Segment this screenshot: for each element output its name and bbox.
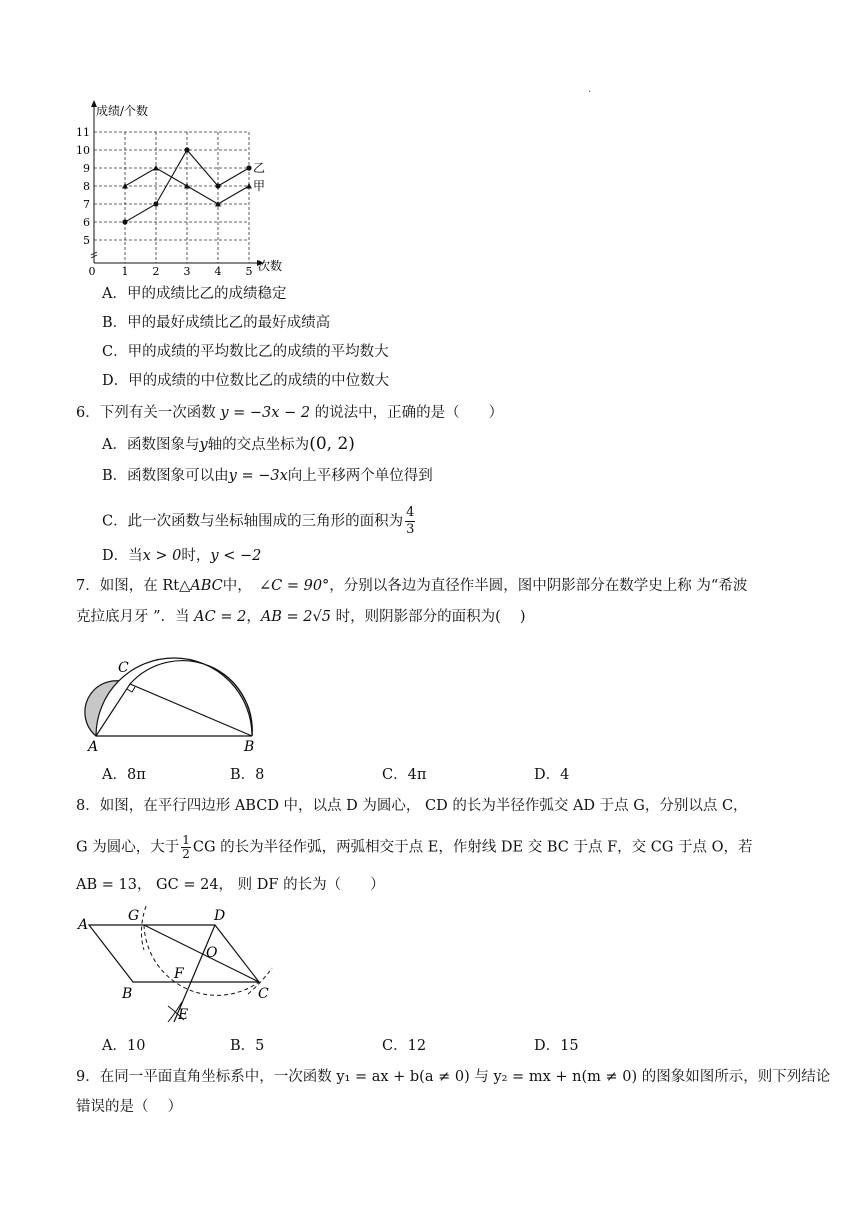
page-mark: . bbox=[588, 84, 592, 95]
fraction-denominator: 2 bbox=[182, 847, 190, 861]
q6-option-d-text-2: 时， bbox=[181, 548, 211, 564]
label-a: A bbox=[78, 917, 89, 933]
y-tick-label: 9 bbox=[83, 162, 90, 175]
q6-option-a-var: y bbox=[199, 437, 208, 453]
q6-option-d-cond: x > 0 bbox=[142, 548, 182, 564]
q6-option-c-text: C．此一次函数与坐标轴围成的三角形的面积为 bbox=[102, 513, 404, 530]
q7-ac: AC = 2 bbox=[194, 609, 247, 625]
q9-stem-line-2: 错误的是（ ） bbox=[76, 1099, 183, 1115]
q8-fraction bbox=[181, 834, 191, 861]
parallelogram-figure bbox=[72, 902, 292, 1030]
label-c: C bbox=[258, 986, 269, 1002]
q5-option-c[interactable]: C．甲的成绩的平均数比乙的成绩的平均数大 bbox=[102, 344, 389, 360]
q7-ab: AB = 2√5 bbox=[260, 609, 331, 625]
point-marker-circle bbox=[153, 201, 158, 206]
label-e: E bbox=[178, 1007, 189, 1023]
q7-triangle: ABC bbox=[190, 578, 223, 594]
chart-grid bbox=[94, 132, 249, 263]
series-label: 甲 bbox=[253, 179, 266, 193]
q8-stem-line-2 bbox=[76, 834, 753, 861]
fraction-numerator: 1 bbox=[182, 833, 190, 847]
hippocrates-lune-figure bbox=[72, 636, 272, 756]
q8-option-b[interactable]: B．5 bbox=[230, 1038, 265, 1054]
q6-stem-formula: y = −3x − 2 bbox=[220, 405, 311, 421]
y-tick-label: 11 bbox=[76, 126, 90, 139]
q7-text-3: ，分别以各边为直径作半圆，图中阴影部分在数学史上称 为“希波 bbox=[329, 578, 748, 594]
q8-option-d[interactable]: D．15 bbox=[534, 1038, 579, 1054]
q6-option-a-text-2: 轴的交点坐标为 bbox=[207, 437, 310, 453]
point-marker-circle bbox=[122, 219, 127, 224]
q8-option-a[interactable]: A．10 bbox=[102, 1038, 146, 1054]
q7-option-a[interactable]: A．8π bbox=[102, 767, 146, 783]
q6-option-c-fraction bbox=[405, 505, 415, 538]
q7-option-b[interactable]: B．8 bbox=[230, 767, 265, 783]
q8-text: G 为圆心，大于 bbox=[76, 839, 180, 856]
q8-text-2: CG 的长为半径作弧，两弧相交于点 E，作射线 DE 交 BC 于点 F，交 CG 于点 O，若 bbox=[192, 839, 753, 856]
q6-option-b-text-2: 向上平移两个单位得到 bbox=[287, 468, 433, 484]
q6-option-d-text: D．当 bbox=[102, 548, 143, 564]
q7-text: 7．如图，在 Rt△ bbox=[76, 578, 191, 594]
segment-gc bbox=[144, 925, 259, 982]
q5-option-d[interactable]: D．甲的成绩的中位数比乙的成绩的中位数大 bbox=[102, 373, 390, 389]
label-b: B bbox=[244, 739, 255, 755]
fraction-denominator: 3 bbox=[406, 522, 415, 537]
q7-angle: ∠C = 90° bbox=[258, 578, 330, 594]
q8-stem-line-3: AB = 13， GC = 24， 则 DF 的长为（ ） bbox=[76, 877, 385, 893]
x-tick-label: 3 bbox=[183, 265, 191, 278]
point-marker-triangle bbox=[122, 183, 128, 189]
label-o: O bbox=[206, 945, 218, 961]
x-tick-label: 1 bbox=[121, 265, 129, 278]
label-f: F bbox=[174, 966, 184, 982]
q6-option-a-text: A．函数图象与 bbox=[102, 437, 200, 453]
q7-text-2: 中， bbox=[222, 578, 259, 594]
q7-stem-line-1 bbox=[76, 576, 747, 596]
q7-text-6: 时，则阴影部分的面积为( ) bbox=[331, 609, 526, 625]
q6-option-d[interactable] bbox=[102, 546, 261, 566]
q6-option-b-text: B．函数图象可以由 bbox=[102, 468, 229, 484]
x-tick-label: 4 bbox=[214, 265, 222, 278]
y-tick-label: 6 bbox=[83, 216, 90, 229]
chart-x-axis-label: 次数 bbox=[258, 259, 283, 273]
chart-axes bbox=[91, 100, 264, 266]
point-marker-circle bbox=[184, 147, 189, 152]
q6-option-a[interactable] bbox=[102, 434, 355, 455]
y-tick-label: 8 bbox=[83, 180, 90, 193]
q6-stem-text: 6．下列有关一次函数 bbox=[76, 405, 216, 421]
q6-option-b[interactable] bbox=[102, 466, 433, 486]
q7-text-4: 克拉底月牙 ”．当 bbox=[76, 609, 195, 625]
q9-stem-line-1: 9．在同一平面直角坐标系中，一次函数 y₁ = ax + b(a ≠ 0) 与 y₂ = mx + n(m ≠ 0) 的图象如图所示，则下列结论 bbox=[76, 1069, 831, 1085]
q6-option-c[interactable] bbox=[102, 505, 417, 538]
y-tick-label: 10 bbox=[76, 144, 90, 157]
label-g: G bbox=[128, 908, 140, 924]
q7-option-c[interactable]: C．4π bbox=[382, 767, 427, 783]
x-tick-label: 5 bbox=[245, 265, 253, 278]
y-tick-label: 7 bbox=[83, 198, 90, 211]
x-tick-label: 2 bbox=[152, 265, 160, 278]
q8-option-c[interactable]: C．12 bbox=[382, 1038, 427, 1054]
label-a: A bbox=[88, 739, 99, 755]
q5-option-a[interactable]: A．甲的成绩比乙的成绩稳定 bbox=[102, 286, 287, 302]
q6-stem-text-2: 的说法中，正确的是（ ） bbox=[314, 405, 504, 421]
y-tick-label: 5 bbox=[83, 234, 90, 247]
q6-option-a-coord: (0, 2) bbox=[309, 434, 355, 454]
q5-option-b[interactable]: B．甲的最好成绩比乙的最好成绩高 bbox=[102, 315, 331, 331]
x-tick-label: 0 bbox=[88, 265, 96, 278]
q6-option-b-formula: y = −3x bbox=[228, 468, 288, 484]
q7-option-d[interactable]: D．4 bbox=[534, 767, 570, 783]
chart-series bbox=[122, 147, 265, 224]
label-b: B bbox=[122, 986, 133, 1002]
q7-text-5: ， bbox=[246, 609, 261, 625]
q6-option-d-result: y < −2 bbox=[210, 548, 262, 564]
chart-y-axis-label: 成绩/个数 bbox=[96, 104, 149, 118]
point-marker-triangle bbox=[153, 165, 159, 171]
label-d: D bbox=[214, 908, 226, 924]
q7-stem-line-2 bbox=[76, 607, 526, 627]
q8-stem-line-1: 8．如图，在平行四边形 ABCD 中，以点 D 为圆心， CD 的长为半径作弧交 AD 于点 G，分别以点 C， bbox=[76, 798, 748, 814]
q6-stem bbox=[76, 403, 503, 423]
chart-ticks bbox=[76, 126, 253, 278]
point-marker-circle bbox=[246, 165, 251, 170]
label-c: C bbox=[118, 660, 129, 676]
series-label: 乙 bbox=[253, 161, 266, 175]
fraction-numerator: 4 bbox=[406, 505, 415, 520]
point-marker-circle bbox=[215, 183, 220, 188]
score-line-chart bbox=[70, 98, 300, 278]
